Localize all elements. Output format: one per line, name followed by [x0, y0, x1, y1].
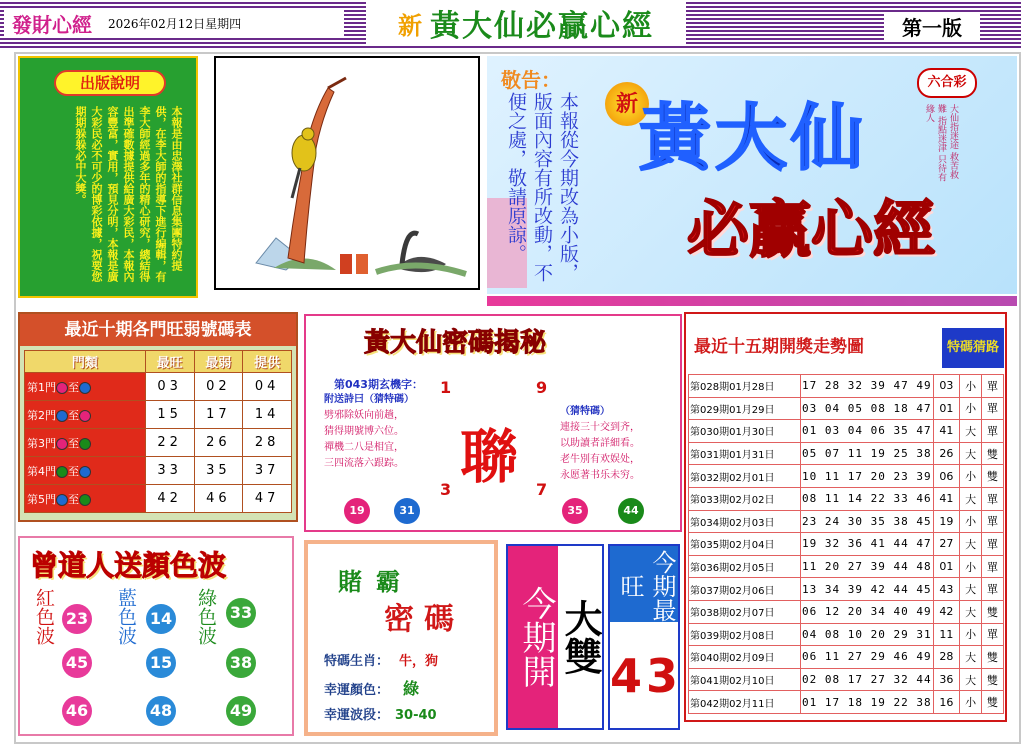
- period-cell: 第034期02月03日: [689, 510, 801, 533]
- poem-line: 三四流落六跟踪。: [324, 458, 404, 469]
- ball-icon: [56, 382, 68, 394]
- lucky-wave-row: [324, 704, 437, 723]
- door-label: [25, 373, 146, 401]
- special-cell: 16: [933, 691, 960, 714]
- period-cell: 第038期02月07日: [689, 600, 801, 623]
- hot-cell: 03: [145, 373, 194, 401]
- poem-line: 猜得期號博六位。: [324, 426, 404, 437]
- hot-cell: 15: [145, 401, 194, 429]
- color-wave-panel: [18, 536, 294, 736]
- poem-line: 以助讀者詳細看。: [560, 438, 640, 449]
- parity-cell: 雙: [982, 442, 1004, 465]
- blue-ball: 14: [146, 604, 176, 634]
- period-cell: 第032期02月01日: [689, 465, 801, 488]
- period-cell: 第041期02月10日: [689, 668, 801, 691]
- size-cell: 大: [960, 442, 982, 465]
- header-title-box: [366, 2, 686, 44]
- hint-number: 9: [536, 378, 548, 397]
- numbers-cell: 23 24 30 35 38 45: [801, 510, 934, 533]
- blue-ball: 48: [146, 696, 176, 726]
- size-cell: 大: [960, 668, 982, 691]
- numbers-cell: 11 20 27 39 44 48: [801, 555, 934, 578]
- special-cell: 03: [933, 375, 960, 398]
- number-ball: 35: [562, 498, 588, 524]
- poem-left-title: 附送詩曰（猜特碼）: [324, 394, 414, 405]
- numbers-cell: 13 34 39 42 44 45: [801, 578, 934, 601]
- ball-icon: [79, 466, 91, 478]
- numbers-cell: 01 03 04 06 35 47: [801, 420, 934, 443]
- offer-cell: 04: [243, 373, 292, 401]
- period-cell: 第036期02月05日: [689, 555, 801, 578]
- door-table: [24, 350, 292, 513]
- table-row: [689, 646, 1004, 669]
- size-cell: 大: [960, 487, 982, 510]
- size-cell: 大: [960, 600, 982, 623]
- parity-cell: 雙: [982, 668, 1004, 691]
- period-cell: 第029期01月29日: [689, 397, 801, 420]
- poem-left: [324, 392, 414, 472]
- period-cell: 第035期02月04日: [689, 533, 801, 556]
- trend-panel: [684, 312, 1007, 722]
- special-cell: 27: [933, 533, 960, 556]
- special-cell: 01: [933, 555, 960, 578]
- range-word: 至: [68, 492, 79, 506]
- column-header: 最弱: [194, 351, 243, 373]
- hint-number: 7: [536, 480, 548, 499]
- number-ball: 31: [394, 498, 420, 524]
- poem-line: 禪機二八是相宜，: [324, 442, 404, 453]
- table-header-row: [25, 351, 292, 373]
- table-row: [689, 533, 1004, 556]
- special-cell: 41: [933, 420, 960, 443]
- size-cell: 大: [960, 420, 982, 443]
- gambler-title: 賭霸: [338, 567, 414, 596]
- zodiac-row: [324, 650, 438, 669]
- offer-cell: 37: [243, 457, 292, 485]
- table-row: [689, 510, 1004, 533]
- table-row: [689, 397, 1004, 420]
- number-ball: 19: [344, 498, 370, 524]
- hot-cell: 42: [145, 485, 194, 513]
- door-label: [25, 457, 146, 485]
- range-word: 至: [68, 464, 79, 478]
- column-header: 提供: [243, 351, 292, 373]
- table-row: [689, 375, 1004, 398]
- illustration: [214, 56, 480, 290]
- weak-cell: 26: [194, 429, 243, 457]
- door-name: 第4門: [27, 464, 56, 478]
- table-row: [689, 442, 1004, 465]
- offer-cell: 47: [243, 485, 292, 513]
- issue-label: 第043期玄機字：: [334, 378, 423, 391]
- green-ball: 33: [226, 598, 256, 628]
- table-row: [689, 623, 1004, 646]
- ball-icon: [56, 438, 68, 450]
- period-cell: 第040期02月09日: [689, 646, 801, 669]
- banner-title-line2: 必贏心經: [687, 193, 936, 266]
- parity-cell: 單: [982, 578, 1004, 601]
- today-open-value: 大雙: [558, 546, 602, 728]
- weak-cell: 46: [194, 485, 243, 513]
- size-cell: 大: [960, 646, 982, 669]
- size-cell: 小: [960, 465, 982, 488]
- new-badge: 新: [605, 82, 649, 126]
- ball-icon: [79, 382, 91, 394]
- table-row: [689, 578, 1004, 601]
- period-cell: 第039期02月08日: [689, 623, 801, 646]
- notice-text: 本報從今期改為小版，版面內容有所改動，不便之處，敬請原諒。: [505, 92, 579, 282]
- number-ball: 44: [618, 498, 644, 524]
- parity-cell: 雙: [982, 691, 1004, 714]
- trend-side-title: 特碼猜路: [942, 328, 1004, 368]
- door-name: 第5門: [27, 492, 56, 506]
- table-row: [689, 487, 1004, 510]
- door-table-panel: [18, 312, 298, 522]
- table-row: [25, 485, 292, 513]
- column-header: 門類: [25, 351, 146, 373]
- blue-wave-label: 藍色波: [115, 588, 137, 645]
- parity-cell: 雙: [982, 465, 1004, 488]
- ball-icon: [79, 438, 91, 450]
- pink-divider: [487, 296, 1017, 306]
- issue-date: 2026年02月12日星期四: [108, 16, 242, 31]
- special-cell: 36: [933, 668, 960, 691]
- size-cell: 小: [960, 510, 982, 533]
- notice-title: 出版說明: [54, 70, 166, 96]
- table-row: [25, 401, 292, 429]
- weak-cell: 35: [194, 457, 243, 485]
- special-cell: 42: [933, 600, 960, 623]
- parity-cell: 單: [982, 397, 1004, 420]
- numbers-cell: 08 11 14 22 33 46: [801, 487, 934, 510]
- lucky-color-value: 綠: [403, 679, 420, 698]
- weak-cell: 17: [194, 401, 243, 429]
- column-header: 最旺: [145, 351, 194, 373]
- parity-cell: 單: [982, 623, 1004, 646]
- special-cell: 28: [933, 646, 960, 669]
- size-cell: 小: [960, 691, 982, 714]
- banner-side-text: 大仙指迷途 救苦救難 指點迷津 只待有緣人: [924, 104, 958, 182]
- table-row: [25, 429, 292, 457]
- range-word: 至: [68, 380, 79, 394]
- numbers-cell: 10 11 17 20 23 39: [801, 465, 934, 488]
- table-row: [689, 691, 1004, 714]
- lucky-wave-label: 幸運波段：: [324, 708, 390, 723]
- door-label: [25, 485, 146, 513]
- trend-title: 最近十五期開獎走勢圖: [694, 337, 864, 357]
- table-row: [689, 600, 1004, 623]
- wave-title: 曾道人送顏色波: [30, 549, 227, 582]
- door-label: [25, 401, 146, 429]
- lucky-color-label: 幸運顏色：: [324, 683, 390, 698]
- table-row: [25, 457, 292, 485]
- size-cell: 小: [960, 375, 982, 398]
- ball-icon: [56, 410, 68, 422]
- range-word: 至: [68, 408, 79, 422]
- parity-cell: 雙: [982, 646, 1004, 669]
- gambler-code-panel: [304, 540, 498, 736]
- offer-cell: 14: [243, 401, 292, 429]
- ball-icon: [56, 494, 68, 506]
- period-cell: 第042期02月11日: [689, 691, 801, 714]
- today-open-label: 今期開: [508, 546, 558, 728]
- blue-ball: 15: [146, 648, 176, 678]
- special-cell: 01: [933, 397, 960, 420]
- ball-icon: [56, 466, 68, 478]
- table-row: [689, 555, 1004, 578]
- period-cell: 第030期01月30日: [689, 420, 801, 443]
- publishing-notice: [18, 56, 198, 298]
- bird-snake-illustration: [216, 58, 478, 288]
- numbers-cell: 03 04 05 08 18 47: [801, 397, 934, 420]
- period-cell: 第033期02月02日: [689, 487, 801, 510]
- size-cell: 小: [960, 623, 982, 646]
- door-name: 第3門: [27, 436, 56, 450]
- numbers-cell: 17 28 32 39 47 49: [801, 375, 934, 398]
- hint-number: 3: [440, 480, 452, 499]
- size-cell: 小: [960, 555, 982, 578]
- special-cell: 06: [933, 465, 960, 488]
- zodiac-value: 牛，狗: [399, 654, 439, 669]
- table-row: [689, 420, 1004, 443]
- special-cell: 43: [933, 578, 960, 601]
- poem-line: 連接三十交到齐，: [560, 422, 640, 433]
- period-cell: 第031期01月31日: [689, 442, 801, 465]
- lucky-color-row: [324, 676, 419, 699]
- today-hot-label: 今期最旺: [610, 546, 678, 622]
- weak-cell: 02: [194, 373, 243, 401]
- secret-character: 聯: [460, 423, 519, 491]
- green-wave-label: 綠色波: [195, 588, 217, 645]
- green-ball: 38: [226, 648, 256, 678]
- ball-icon: [79, 410, 91, 422]
- notice-body: 本報是由忠澤社群信息集團特約提供，在李大師的指導下進行編輯，有李大師經過多年的精心研究，總結得出準確數據提供給廣大彩民，本報內容豐富，實用，預見分明，本報是廣大彩民必不可少的博彩依據，祝要您期期躲躲必中大獎。: [74, 106, 183, 282]
- poem-line: 老牛別有欢娱处，: [560, 454, 640, 465]
- main-banner: [487, 56, 1017, 294]
- header-brand-box: [4, 8, 344, 38]
- size-cell: 大: [960, 578, 982, 601]
- numbers-cell: 01 17 18 19 22 38: [801, 691, 934, 714]
- numbers-cell: 19 32 36 41 44 47: [801, 533, 934, 556]
- gambler-subtitle: 密碼: [384, 602, 464, 637]
- poem-line: 永愿著书乐未穷。: [560, 470, 640, 481]
- brand-name: 發財心經: [12, 12, 92, 37]
- page-title: 黃大仙必贏心經: [430, 9, 654, 44]
- numbers-cell: 06 11 27 29 46 49: [801, 646, 934, 669]
- door-name: 第2門: [27, 408, 56, 422]
- today-open-panel: [506, 544, 604, 730]
- door-label: [25, 429, 146, 457]
- special-cell: 19: [933, 510, 960, 533]
- size-cell: 小: [960, 397, 982, 420]
- table-row: [25, 373, 292, 401]
- today-hot-value: 43: [610, 649, 683, 703]
- offer-cell: 28: [243, 429, 292, 457]
- numbers-cell: 04 08 10 20 29 31: [801, 623, 934, 646]
- hint-number: 1: [440, 378, 452, 397]
- red-wave-label: 紅色波: [33, 588, 55, 645]
- numbers-cell: 06 12 20 34 40 49: [801, 600, 934, 623]
- special-cell: 41: [933, 487, 960, 510]
- parity-cell: 單: [982, 510, 1004, 533]
- new-badge: 新: [398, 10, 422, 40]
- banner-title-line1: 黃大仙: [639, 95, 868, 180]
- parity-cell: 單: [982, 420, 1004, 443]
- ball-icon: [79, 494, 91, 506]
- table-row: [689, 465, 1004, 488]
- period-cell: 第028期01月28日: [689, 375, 801, 398]
- secret-title: 黃大仙密碼揭秘: [364, 328, 547, 358]
- range-word: 至: [68, 436, 79, 450]
- green-ball: 49: [226, 696, 256, 726]
- today-hot-panel: [608, 544, 683, 730]
- poem-line: 劈邪除妖向前趟，: [324, 410, 404, 421]
- numbers-cell: 02 08 17 27 32 44: [801, 668, 934, 691]
- size-cell: 大: [960, 533, 982, 556]
- poem-right: [560, 404, 640, 484]
- period-cell: 第037期02月06日: [689, 578, 801, 601]
- door-name: 第1門: [27, 380, 56, 394]
- special-cell: 11: [933, 623, 960, 646]
- lucky-wave-value: 30-40: [395, 708, 437, 723]
- notice-heading: 敬告：: [501, 68, 561, 92]
- secret-code-panel: [304, 314, 682, 532]
- red-ball: 23: [62, 604, 92, 634]
- trend-table: [688, 374, 1004, 714]
- parity-cell: 單: [982, 555, 1004, 578]
- hot-cell: 22: [145, 429, 194, 457]
- table-row: [689, 668, 1004, 691]
- door-table-title: 最近十期各門旺弱號碼表: [20, 314, 296, 346]
- parity-cell: 單: [982, 533, 1004, 556]
- lottery-badge: 六合彩: [917, 68, 977, 98]
- parity-cell: 單: [982, 375, 1004, 398]
- zodiac-label: 特碼生肖：: [324, 654, 390, 669]
- poem-right-title: （猜特碼）: [560, 406, 610, 417]
- edition-label: 第一版: [884, 12, 980, 40]
- parity-cell: 雙: [982, 600, 1004, 623]
- numbers-cell: 05 07 11 19 25 38: [801, 442, 934, 465]
- red-ball: 46: [62, 696, 92, 726]
- red-ball: 45: [62, 648, 92, 678]
- hot-cell: 33: [145, 457, 194, 485]
- parity-cell: 單: [982, 487, 1004, 510]
- special-cell: 26: [933, 442, 960, 465]
